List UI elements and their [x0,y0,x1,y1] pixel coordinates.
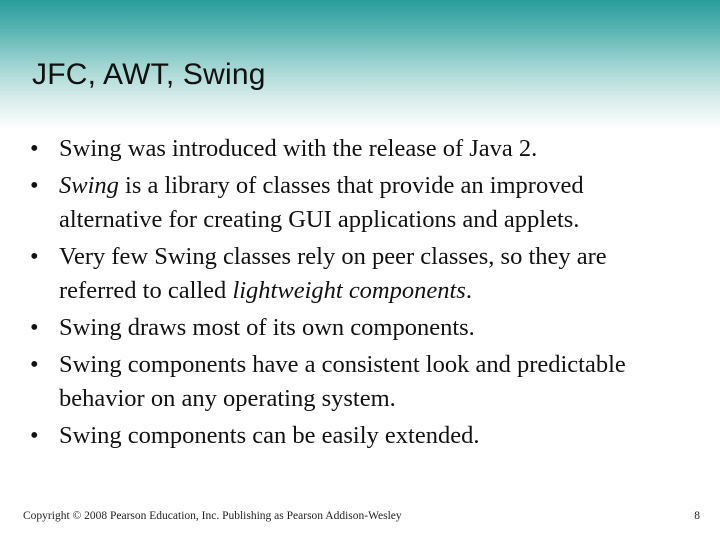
bullet-dot: • [30,243,39,270]
bullet-text-post: Swing draws most of its own components. [59,314,475,341]
bullet-list [30,132,690,456]
bullet-dot: • [30,351,39,378]
bullet-item [30,169,690,237]
copyright-footer: Copyright © 2008 Pearson Education, Inc. Publishing as Pearson Addison-Wesley [23,510,402,522]
bullet-dot: • [30,422,39,449]
bullet-text-post: is a library of classes that provide an improved alternative for creating GUI applications and applets. [59,172,584,233]
bullet-text-post: . [465,277,472,304]
bullet-dot: • [30,314,39,341]
bullet-item [30,419,690,453]
bullet-text-post: Swing components have a consistent look and predictable behavior on any operating system. [59,351,626,412]
page-number: 8 [694,510,700,522]
bullet-text-pre: Very few Swing classes rely on peer classes, so they are referred to called [59,243,607,304]
bullet-dot: • [30,172,39,199]
bullet-item [30,240,690,308]
bullet-item [30,132,690,166]
bullet-text-emphasis: lightweight components [232,277,466,304]
slide-title: JFC, AWT, Swing [32,58,266,91]
bullet-item [30,311,690,345]
bullet-text-post: Swing components can be easily extended. [59,422,480,449]
bullet-text-emphasis: Swing [59,172,119,199]
bullet-text-post: Swing was introduced with the release of Java 2. [59,135,538,162]
bullet-dot: • [30,135,39,162]
bullet-item [30,348,690,416]
